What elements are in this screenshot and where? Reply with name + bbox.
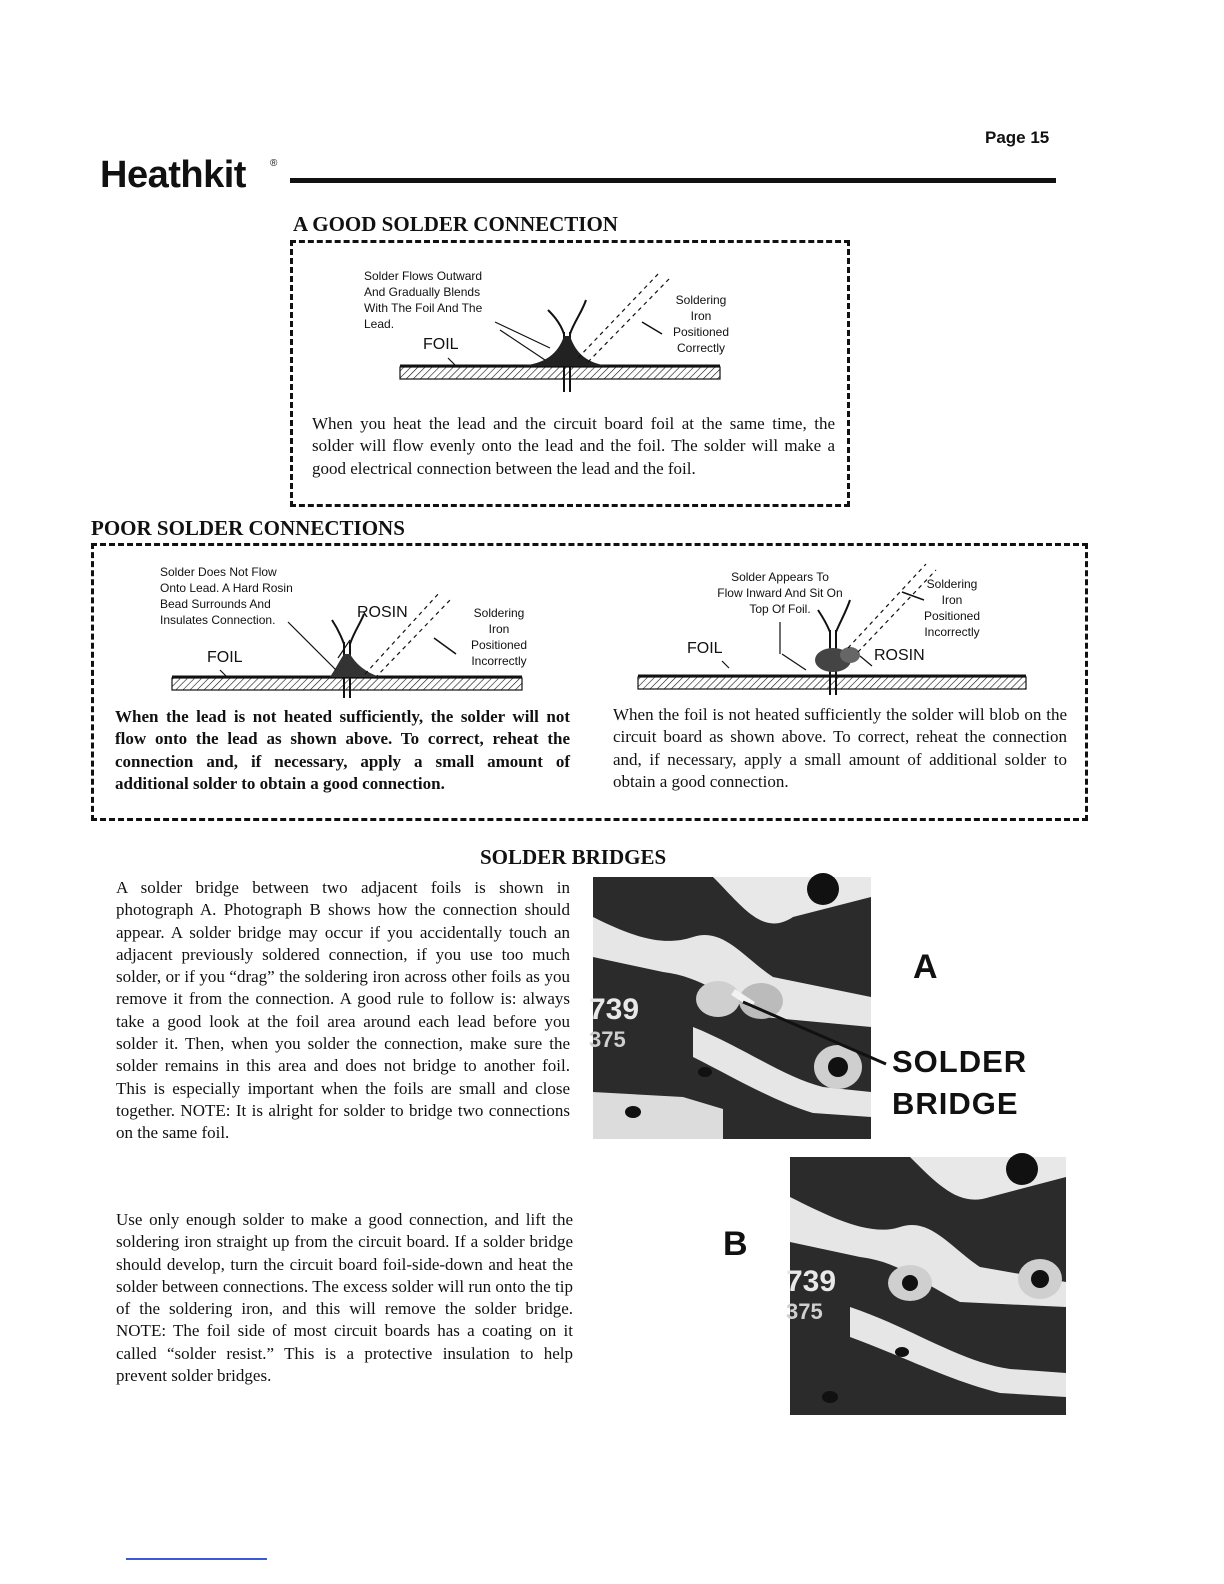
good-foil-label: FOIL: [423, 336, 459, 353]
solder-bridges-paragraph-2: Use only enough solder to make a good connection, and lift the soldering iron straight up from the circuit board. If a solder bridge should develop, turn the circuit board foil-side-down and heat the solder between connections. The excess solder will run onto the tip of the soldering iron, and this will remove the solder bridge. NOTE: The foil side of most circuit boards has a coating on it called “solder resist.” This is a protective insulation to help prevent solder bridges.: [116, 1210, 573, 1386]
poor-right-callout-line: Top Of Foil.: [749, 602, 811, 616]
registered-mark: ®: [270, 158, 278, 169]
poor-left-iron-label: [462, 605, 536, 669]
poor-right-rosin-label: ROSIN: [874, 647, 925, 664]
good-callout-line: And Gradually Blends: [364, 285, 481, 299]
poor-left-callout-line: Insulates Connection.: [160, 613, 276, 627]
good-connection-paragraph: When you heat the lead and the circuit board foil at the same time, the solder will flow evenly onto the lead and the foil. The solder will make a good electrical connection between the lead and the foil.: [312, 414, 835, 478]
poor-right-iron-label: [914, 576, 990, 640]
iron-label-line: Correctly: [676, 341, 725, 355]
poor-left-rosin-label: ROSIN: [357, 604, 408, 621]
poor-right-callout-line: Flow Inward And Sit On: [717, 586, 843, 600]
page-number: Page 15: [985, 128, 1050, 147]
solder-bridge-callout-line-2: BRIDGE: [892, 1086, 1019, 1121]
good-callout-line: With The Foil And The: [364, 301, 483, 315]
poor-right-callout-line: Solder Appears To: [731, 570, 829, 584]
iron-label-line: Positioned: [923, 609, 981, 623]
circuit-board: [638, 677, 1026, 689]
circuit-board: [400, 367, 720, 379]
poor-connections-heading: POOR SOLDER CONNECTIONS: [91, 516, 405, 540]
poor-left-foil-label: FOIL: [207, 649, 243, 666]
poor-left-callout-text: [160, 564, 293, 628]
photo-b-text-1: 739: [786, 1265, 837, 1298]
good-callout-line: Solder Flows Outward: [364, 269, 483, 283]
iron-label-line: Incorrectly: [471, 654, 527, 668]
header-rule: [290, 178, 1056, 183]
photo-b-text-2: 375: [786, 1299, 823, 1324]
solder-bridges-heading: SOLDER BRIDGES: [480, 845, 667, 869]
brand-logo: Heathkit: [100, 154, 246, 196]
photo-a-text-2: 375: [589, 1027, 626, 1052]
good-iron-label: [664, 292, 738, 356]
iron-label-line: Soldering: [473, 606, 525, 620]
photo-b-label: B: [723, 1225, 748, 1263]
poor-right-paragraph: When the foil is not heated sufficiently the solder will blob on the circuit board as shown above. To correct, reheat the connection and, if necessary, apply a small amount of additional solder to obtain a good connection.: [613, 705, 1067, 791]
iron-label-line: Iron: [941, 593, 963, 607]
iron-label-line: Incorrectly: [924, 625, 980, 639]
good-connection-heading: A GOOD SOLDER CONNECTION: [293, 212, 618, 236]
poor-left-callout-line: Bead Surrounds And: [160, 597, 271, 611]
iron-label-line: Positioned: [672, 325, 730, 339]
rosin-blob: [840, 647, 860, 663]
solder-bridges-paragraph-1: A solder bridge between two adjacent foils is shown in photograph A. Photograph B shows how the connection should appear. A solder bridge may occur if you accidentally touch an adjacent previously soldered connection, if you use too much solder, or if you “drag” the soldering iron across other foils as you remove it from the connection. A good rule to follow is: always take a good look at the foil area around each lead before you solder it. Then, when you solder the connection, make sure the solder remains in this area and does not bridge to another foil. This is especially important when the foils are small and close together. NOTE: It is alright for solder to bridge two connections on the same foil.: [116, 878, 570, 1143]
photo-a-text-1: 739: [589, 993, 640, 1026]
solder-bridge-callout-line-1: SOLDER: [892, 1044, 1028, 1079]
iron-label-line: Iron: [690, 309, 712, 323]
poor-left-callout-line: Solder Does Not Flow: [160, 565, 277, 579]
photograph-b: [786, 1157, 1066, 1415]
iron-label-line: Soldering: [675, 293, 727, 307]
footer-rule: [126, 1558, 267, 1560]
poor-right-foil-label: FOIL: [687, 640, 723, 657]
photograph-a: [589, 877, 871, 1139]
good-callout-text: [364, 268, 482, 332]
iron-label-line: Soldering: [926, 577, 978, 591]
iron-label-line: Positioned: [470, 638, 528, 652]
poor-left-callout-line: Onto Lead. A Hard Rosin: [160, 581, 293, 595]
poor-left-paragraph: When the lead is not heated sufficiently, the solder will not flow onto the lead as shown above. To correct, reheat the connection and, if necessary, apply a small amount of additional solder to obtain a good connection.: [115, 707, 570, 793]
poor-right-callout-text: [690, 569, 870, 617]
soldering-iron: [578, 272, 660, 358]
good-callout-line: Lead.: [364, 317, 395, 331]
iron-label-line: Iron: [488, 622, 510, 636]
photo-a-label: A: [913, 948, 938, 986]
circuit-board: [172, 678, 522, 690]
